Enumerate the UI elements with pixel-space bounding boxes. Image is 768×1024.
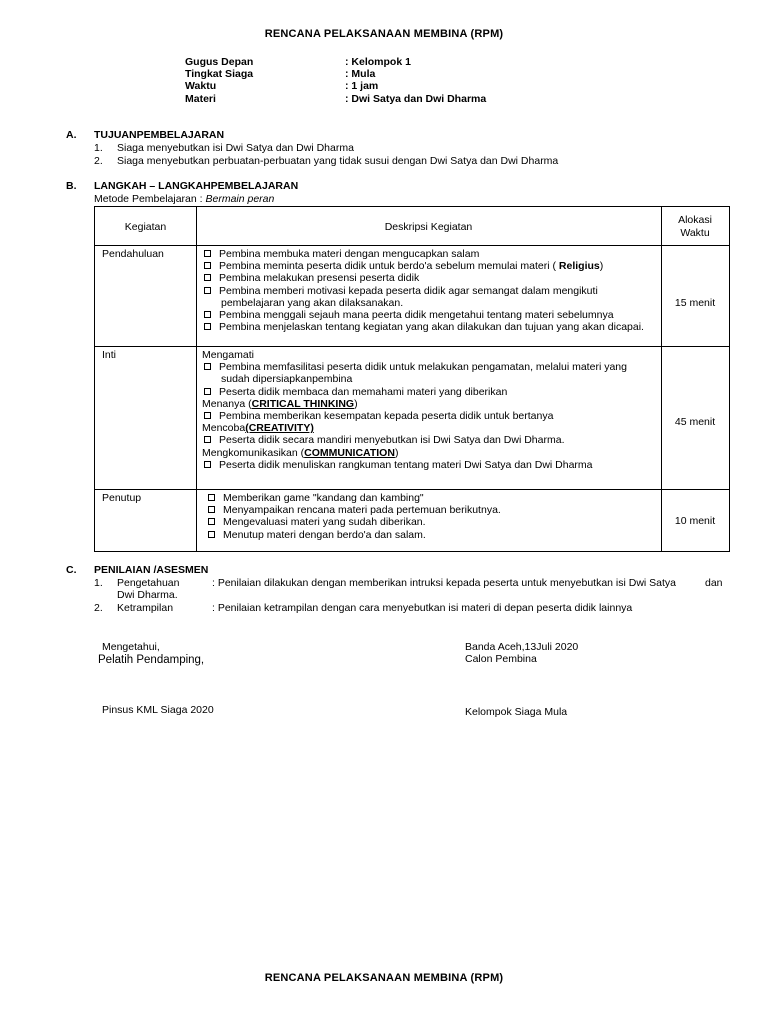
subheading-mengamati: Mengamati: [202, 349, 254, 361]
item-text: Pembina memfasilitasi peserta didik untuk melakukan pengamatan, melalui materi yang: [219, 361, 627, 374]
item-text: : Penilaian ketrampilan dengan cara menyebutkan isi materi di depan peserta didik lainnya: [212, 602, 633, 614]
info-key: Tingkat Siaga: [185, 68, 254, 80]
footer-title: RENCANA PELAKSANAAN MEMBINA (RPM): [264, 972, 504, 984]
header-waktu: Waktu: [680, 227, 710, 239]
method-line: [94, 193, 274, 205]
checkbox-icon: [204, 311, 211, 318]
item-text-continued: sudah dipersiapkanpembina: [221, 373, 353, 386]
table-divider: [661, 207, 662, 551]
table-divider: [95, 489, 729, 490]
info-row-waktu: [185, 80, 585, 93]
item-text: Menutup materi dengan berdo'a dan salam.: [223, 528, 426, 541]
item-text: Peserta didik secara mandiri menyebutkan isi Dwi Satya dan Dwi Dharma.: [219, 434, 565, 447]
list-item: [206, 529, 656, 541]
checkbox-icon: [204, 363, 211, 370]
list-item: [202, 434, 657, 446]
item-label: Ketrampilan: [117, 602, 174, 614]
item-text-tail: dan: [705, 577, 723, 589]
list-item: [202, 459, 657, 471]
time-penutup: 10 menit: [674, 515, 716, 527]
item-number: 2.: [94, 155, 103, 167]
subheading-menanya: [202, 398, 657, 410]
item-text: : Penilaian dilakukan dengan memberikan intruksi kepada peserta untuk menyebutkan isi Dwi Satya: [212, 577, 677, 589]
checkbox-icon: [204, 436, 211, 443]
list-item: [206, 516, 656, 528]
checkbox-icon: [204, 287, 211, 294]
subheading-text: Mencoba: [202, 422, 246, 435]
section-letter: B.: [66, 180, 77, 192]
item-text: Memberikan game "kandang dan kambing": [223, 492, 424, 504]
method-label: Metode Pembelajaran :: [94, 193, 206, 205]
item-text-part: Pembina meminta peserta didik untuk berdo'a sebelum memulai materi (: [219, 260, 556, 273]
checkbox-icon: [208, 506, 215, 513]
page-title: RENCANA PELAKSANAAN MEMBINA (RPM): [264, 28, 504, 40]
item-text: Pembina menggali sejauh mana peerta didik mengetahui tentang materi sebelumnya: [219, 309, 614, 322]
checkbox-icon: [204, 323, 211, 330]
info-key: Gugus Depan: [185, 56, 254, 68]
list-item: [202, 410, 657, 422]
subheading-text: ): [394, 446, 399, 459]
signature-left-line1: Mengetahui,: [102, 641, 160, 653]
list-item: [202, 272, 657, 284]
communication-tag: COMMUNICATION: [304, 446, 395, 459]
subheading-text: Mengkomunikasikan (: [202, 446, 305, 459]
signature-right-line1: Banda Aceh,13Juli 2020: [465, 641, 579, 653]
table-divider: [95, 346, 729, 347]
section-title: LANGKAH – LANGKAHPEMBELAJARAN: [94, 180, 299, 192]
item-text: Pembina melakukan presensi peserta didik: [219, 272, 420, 285]
table-divider: [196, 207, 197, 551]
header-deskripsi: Deskripsi Kegiatan: [384, 221, 473, 233]
checkbox-icon: [208, 494, 215, 501]
info-value: : Mula: [345, 68, 376, 80]
row-label-penutup: Penutup: [102, 492, 142, 504]
item-text-continued: pembelajaran yang akan dilaksanakan.: [221, 296, 404, 309]
header-kegiatan: Kegiatan: [124, 221, 167, 233]
item-text: Pembina memberi motivasi kepada peserta didik agar semangat dalam mengikuti: [219, 284, 598, 297]
list-item: [206, 504, 656, 516]
signature-left-line2: Pelatih Pendamping,: [98, 654, 205, 666]
header-alokasi: Alokasi: [678, 214, 712, 226]
signature-right-name: Kelompok Siaga Mula: [465, 706, 568, 718]
item-text: Peserta didik membaca dan memahami materi yang diberikan: [219, 385, 508, 398]
item-number: 1.: [94, 142, 103, 154]
list-item: [202, 386, 657, 398]
table-divider: [95, 245, 729, 246]
section-title: PENILAIAN /ASESMEN: [94, 564, 209, 576]
time-pendahuluan: 15 menit: [674, 297, 716, 309]
row-label-pendahuluan: Pendahuluan: [102, 248, 164, 260]
item-text: Peserta didik menuliskan rangkuman tentang materi Dwi Satya dan Dwi Dharma: [219, 458, 593, 471]
list-item: [202, 260, 657, 272]
item-text: Pembina memberikan kesempatan kepada peserta didik untuk bertanya: [219, 410, 554, 423]
inti-list: [202, 349, 657, 471]
pendahuluan-list: [202, 248, 657, 333]
list-item: [202, 285, 657, 297]
row-label-inti: Inti: [102, 349, 117, 361]
item-text: Pembina menjelaskan tentang kegiatan yang akan dilakukan dan tujuan yang akan dicapai.: [219, 321, 644, 334]
section-letter: C.: [66, 564, 77, 576]
info-value: : 1 jam: [345, 80, 379, 92]
penutup-list: [206, 492, 656, 541]
item-text: [219, 260, 603, 272]
section-title: TUJUANPEMBELAJARAN: [94, 129, 225, 141]
subheading-mencoba: [202, 422, 657, 434]
list-item: [202, 248, 657, 260]
item-text: Pembina membuka materi dengan mengucapkan salam: [219, 248, 480, 260]
checkbox-icon: [204, 262, 211, 269]
info-key: Waktu: [185, 80, 217, 92]
creativity-tag: (CREATIVITY): [245, 422, 314, 435]
item-text: Menyampaikan rencana materi pada pertemuan berikutnya.: [223, 504, 501, 517]
checkbox-icon: [208, 531, 215, 538]
info-key: Materi: [185, 93, 216, 105]
info-value: : Kelompok 1: [345, 56, 411, 68]
religius-tag: Religius: [558, 260, 600, 273]
time-inti: 45 menit: [674, 416, 716, 428]
item-text-continued: Dwi Dharma.: [117, 589, 178, 601]
subheading-text: Menanya (: [202, 397, 252, 410]
checkbox-icon: [204, 412, 211, 419]
subheading-mengkomunikasikan: [202, 447, 657, 459]
item-text: Siaga menyebutkan isi Dwi Satya dan Dwi Dharma: [117, 142, 354, 154]
checkbox-icon: [204, 388, 211, 395]
item-text: Mengevaluasi materi yang sudah diberikan.: [223, 516, 426, 529]
info-row-materi: [185, 93, 585, 106]
list-item: [202, 321, 657, 333]
checkbox-icon: [204, 250, 211, 257]
item-text: Siaga menyebutkan perbuatan-perbuatan yang tidak susui dengan Dwi Satya dan Dwi Dharma: [117, 155, 559, 167]
section-letter: A.: [66, 129, 77, 141]
activity-table: [94, 206, 730, 552]
list-item: [206, 492, 656, 504]
item-text-part: ): [599, 260, 604, 273]
checkbox-icon: [204, 274, 211, 281]
item-number: 1.: [94, 577, 103, 589]
item-label: Pengetahuan: [117, 577, 180, 589]
list-item: [202, 309, 657, 321]
info-value: : Dwi Satya dan Dwi Dharma: [345, 93, 487, 105]
subheading-text: ): [354, 397, 358, 410]
signature-left-name: Pinsus KML Siaga 2020: [102, 704, 214, 716]
method-value: Bermain peran: [205, 193, 275, 205]
signature-right-line2: Calon Pembina: [465, 653, 537, 665]
checkbox-icon: [208, 518, 215, 525]
checkbox-icon: [204, 461, 211, 468]
item-number: 2.: [94, 602, 103, 614]
list-item: [202, 361, 657, 373]
critical-thinking-tag: CRITICAL THINKING: [251, 397, 355, 410]
